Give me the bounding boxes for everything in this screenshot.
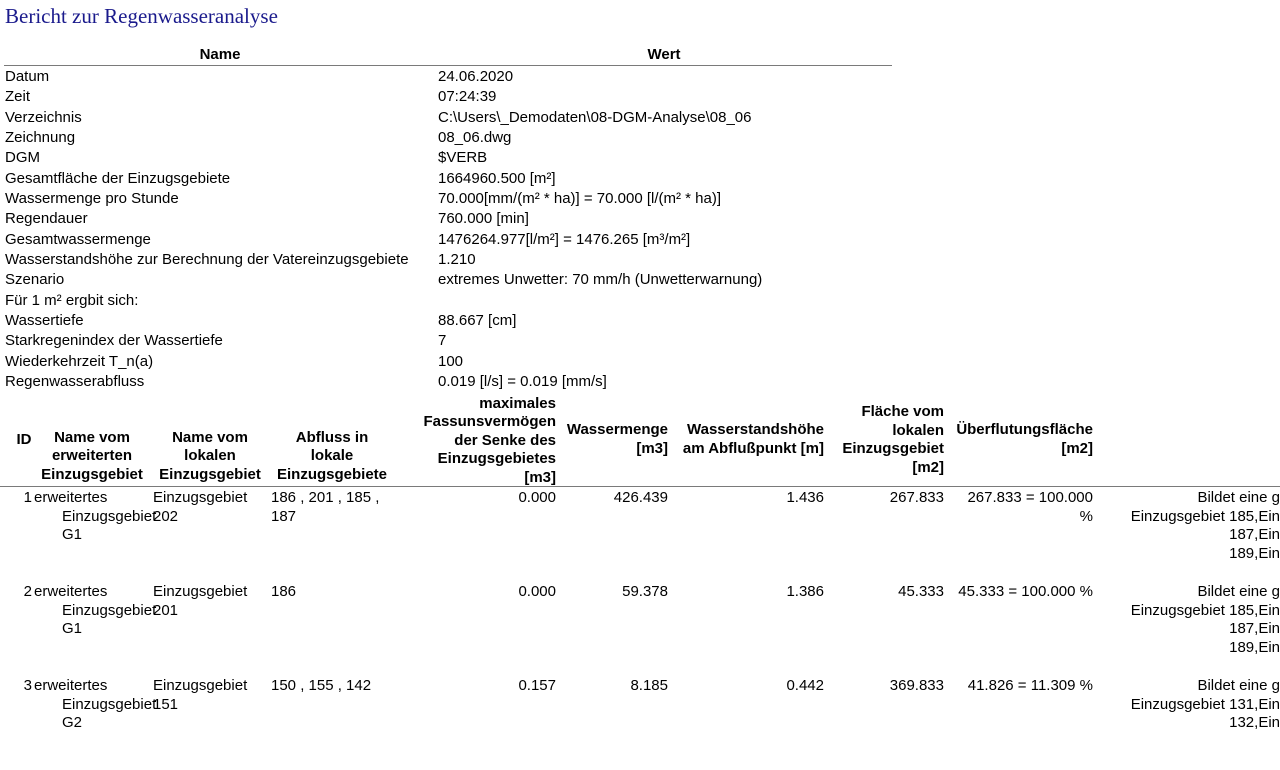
summary-value: extremes Unwetter: 70 mm/h (Unwetterwarnung) bbox=[438, 271, 763, 289]
results-table-header bbox=[0, 393, 1280, 487]
cell-line: G1 bbox=[62, 620, 83, 638]
summary-header-value: Wert bbox=[647, 46, 681, 63]
cell-extended-area bbox=[34, 489, 157, 545]
summary-row bbox=[5, 189, 905, 209]
header-water-volume-line: Wassermenge bbox=[566, 421, 668, 439]
cell-water-level: 0.442 bbox=[786, 677, 824, 694]
header-local-area-line: Einzugsgebiet bbox=[159, 465, 261, 483]
summary-table bbox=[5, 67, 905, 393]
cell-line: Einzugsgebiet bbox=[153, 583, 248, 600]
summary-row bbox=[5, 250, 905, 270]
cell-line: 202 bbox=[153, 507, 179, 525]
summary-key: Für 1 m² ergbit sich: bbox=[5, 291, 139, 309]
summary-key: Regenwasserabfluss bbox=[5, 373, 145, 391]
header-capacity-line: [m3] bbox=[524, 468, 556, 486]
cell-line: Einzugsgebiet bbox=[62, 601, 157, 619]
header-extended-area-line: Name vom bbox=[54, 428, 130, 446]
summary-row bbox=[5, 128, 905, 148]
cell-capacity: 0.157 bbox=[518, 677, 556, 694]
header-water-level bbox=[670, 421, 824, 458]
header-outflow-line: Abfluss in bbox=[295, 428, 369, 446]
cell-line: G2 bbox=[62, 714, 83, 732]
cell-line: Bildet eine g bbox=[1197, 677, 1280, 694]
header-flood-area-line: [m2] bbox=[1061, 439, 1093, 457]
cell-line: 189,Ein bbox=[1229, 544, 1280, 562]
cell-local-area-size: 267.833 bbox=[889, 489, 944, 506]
header-extended-area bbox=[34, 429, 150, 484]
header-local-area-size-line: Einzugsgebiet bbox=[842, 440, 944, 458]
header-water-volume bbox=[558, 421, 668, 458]
cell-id: 3 bbox=[23, 677, 32, 694]
summary-row bbox=[5, 169, 905, 189]
cell-id: 2 bbox=[23, 583, 32, 600]
header-capacity-line: Einzugsgebietes bbox=[437, 450, 556, 468]
cell-line: erweitertes bbox=[34, 583, 108, 600]
header-local-area-size-line: lokalen bbox=[892, 421, 944, 439]
header-capacity-line: der Senke des bbox=[454, 431, 556, 449]
cell-water-level: 1.436 bbox=[786, 489, 824, 506]
cell-line: 187 bbox=[271, 507, 297, 525]
summary-value: $VERB bbox=[438, 149, 488, 167]
header-local-area-size-line: Fläche vom bbox=[861, 403, 944, 421]
summary-key: Zeichnung bbox=[5, 129, 76, 147]
summary-value: 760.000 [min] bbox=[438, 210, 529, 228]
cell-id: 1 bbox=[23, 489, 32, 506]
summary-key: Wassertiefe bbox=[5, 312, 84, 330]
cell-line: % bbox=[1079, 507, 1093, 525]
header-outflow bbox=[270, 429, 394, 484]
cell-flood-area bbox=[946, 489, 1093, 526]
summary-value: 100 bbox=[438, 352, 464, 370]
summary-key: Szenario bbox=[5, 271, 65, 289]
cell-line: Einzugsgebiet bbox=[62, 507, 157, 525]
cell-line: Einzugsgebiet bbox=[153, 489, 248, 506]
header-local-area-line: Name vom bbox=[172, 428, 248, 446]
cell-line: 150 , 155 , 142 bbox=[271, 677, 372, 694]
summary-header-name: Name bbox=[199, 46, 241, 63]
summary-key: Verzeichnis bbox=[5, 108, 82, 126]
cell-line: 41.826 = 11.309 % bbox=[967, 677, 1093, 694]
cell-line: Einzugsgebiet 185,Ein bbox=[1130, 507, 1280, 525]
cell-line: 267.833 = 100.000 bbox=[967, 489, 1093, 506]
summary-key: Gesamtwassermenge bbox=[5, 230, 151, 248]
cell-line: 151 bbox=[153, 695, 179, 713]
cell-water-level: 1.386 bbox=[786, 583, 824, 600]
header-flood-area-line: Überflutungsfläche bbox=[956, 421, 1093, 439]
header-water-level-line: am Abflußpunkt [m] bbox=[682, 439, 824, 457]
header-local-area-size bbox=[830, 403, 944, 477]
header-local-area-size-line: [m2] bbox=[912, 458, 944, 476]
summary-row bbox=[5, 108, 905, 128]
cell-line: 201 bbox=[153, 601, 179, 619]
cell-note bbox=[1100, 583, 1280, 657]
cell-local-area-size: 369.833 bbox=[889, 677, 944, 694]
summary-row bbox=[5, 209, 905, 229]
cell-line: Einzugsgebiet bbox=[62, 695, 157, 713]
cell-line: 187,Ein bbox=[1229, 620, 1280, 638]
cell-line: Bildet eine g bbox=[1197, 583, 1280, 600]
cell-flood-area bbox=[946, 677, 1093, 696]
summary-row bbox=[5, 352, 905, 372]
cell-line: Einzugsgebiet bbox=[153, 677, 248, 694]
summary-key: Wasserstandshöhe zur Berechnung der Vatereinzugsgebiete bbox=[5, 251, 409, 269]
header-capacity-line: Fassunsvermögen bbox=[423, 413, 556, 431]
summary-key: Regendauer bbox=[5, 210, 88, 228]
summary-row bbox=[5, 291, 905, 311]
cell-note bbox=[1100, 489, 1280, 563]
cell-line: erweitertes bbox=[34, 489, 108, 506]
summary-value: 1.210 bbox=[438, 251, 476, 269]
summary-key: DGM bbox=[5, 149, 40, 167]
summary-row bbox=[5, 148, 905, 168]
cell-water-volume: 8.185 bbox=[630, 677, 668, 694]
table-row bbox=[0, 488, 1280, 582]
summary-key: Gesamtfläche der Einzugsgebiete bbox=[5, 169, 231, 187]
summary-value: 70.000[mm/(m² * ha)] = 70.000 [l/(m² * ha)] bbox=[438, 190, 722, 208]
cell-water-volume: 426.439 bbox=[613, 489, 668, 506]
header-outflow-line: Einzugsgebiete bbox=[276, 465, 388, 483]
summary-value: 1476264.977[l/m²] = 1476.265 [m³/m²] bbox=[438, 230, 691, 248]
summary-row bbox=[5, 331, 905, 351]
header-id bbox=[14, 431, 34, 449]
summary-table-header bbox=[4, 45, 892, 66]
summary-key: Starkregenindex der Wassertiefe bbox=[5, 332, 223, 350]
cell-line: Bildet eine g bbox=[1197, 489, 1280, 506]
summary-value: 1664960.500 [m²] bbox=[438, 169, 556, 187]
report-title: Bericht zur Regenwasseranalyse bbox=[5, 4, 278, 28]
header-water-level-line: Wasserstandshöhe bbox=[687, 421, 824, 439]
cell-outflow bbox=[271, 583, 395, 602]
cell-outflow bbox=[271, 489, 395, 526]
cell-note bbox=[1100, 677, 1280, 733]
header-extended-area-line: erweiterten bbox=[51, 447, 133, 465]
cell-outflow bbox=[271, 677, 395, 696]
header-extended-area-line: Einzugsgebiet bbox=[41, 465, 143, 483]
cell-line: erweitertes bbox=[34, 677, 108, 694]
cell-line: 186 bbox=[271, 583, 297, 600]
summary-value: 08_06.dwg bbox=[438, 129, 512, 147]
summary-row bbox=[5, 270, 905, 290]
summary-row bbox=[5, 372, 905, 392]
cell-local-area-size: 45.333 bbox=[898, 583, 944, 600]
cell-capacity: 0.000 bbox=[518, 489, 556, 506]
cell-capacity: 0.000 bbox=[518, 583, 556, 600]
cell-line: 132,Ein bbox=[1229, 714, 1280, 732]
header-capacity bbox=[400, 395, 556, 487]
cell-line: 186 , 201 , 185 , bbox=[271, 489, 380, 506]
header-outflow-line: lokale bbox=[310, 447, 354, 465]
header-water-volume-line: [m3] bbox=[636, 439, 668, 457]
summary-row bbox=[5, 67, 905, 87]
cell-local-area bbox=[153, 677, 265, 714]
cell-line: 187,Ein bbox=[1229, 526, 1280, 544]
header-local-area-line: lokalen bbox=[184, 447, 236, 465]
cell-line: Einzugsgebiet 185,Ein bbox=[1130, 601, 1280, 619]
summary-key: Wiederkehrzeit T_n(a) bbox=[5, 352, 154, 370]
header-id-label: ID bbox=[16, 430, 32, 448]
header-local-area bbox=[152, 429, 268, 484]
header-capacity-line: maximales bbox=[479, 394, 556, 412]
summary-value: 24.06.2020 bbox=[438, 68, 514, 85]
summary-row bbox=[5, 87, 905, 107]
summary-key: Zeit bbox=[5, 88, 31, 106]
summary-key: Datum bbox=[5, 68, 50, 85]
summary-value: 0.019 [l/s] = 0.019 [mm/s] bbox=[438, 373, 607, 391]
summary-key: Wassermenge pro Stunde bbox=[5, 190, 179, 208]
cell-line: Einzugsgebiet 131,Ein bbox=[1130, 695, 1280, 713]
cell-extended-area bbox=[34, 677, 157, 733]
summary-row bbox=[5, 311, 905, 331]
summary-value: C:\Users\_Demodaten\08-DGM-Analyse\08_06 bbox=[438, 108, 752, 126]
summary-value: 88.667 [cm] bbox=[438, 312, 517, 330]
table-row bbox=[0, 676, 1280, 770]
summary-value: 7 bbox=[438, 332, 447, 350]
header-flood-area bbox=[946, 421, 1093, 458]
cell-local-area bbox=[153, 489, 265, 526]
cell-local-area bbox=[153, 583, 265, 620]
cell-flood-area bbox=[946, 583, 1093, 602]
cell-line: 45.333 = 100.000 % bbox=[958, 583, 1093, 600]
summary-row bbox=[5, 230, 905, 250]
cell-line: 189,Ein bbox=[1229, 638, 1280, 656]
cell-extended-area bbox=[34, 583, 157, 639]
cell-line: G1 bbox=[62, 526, 83, 544]
cell-water-volume: 59.378 bbox=[622, 583, 668, 600]
summary-value: 07:24:39 bbox=[438, 88, 497, 106]
table-row bbox=[0, 582, 1280, 676]
